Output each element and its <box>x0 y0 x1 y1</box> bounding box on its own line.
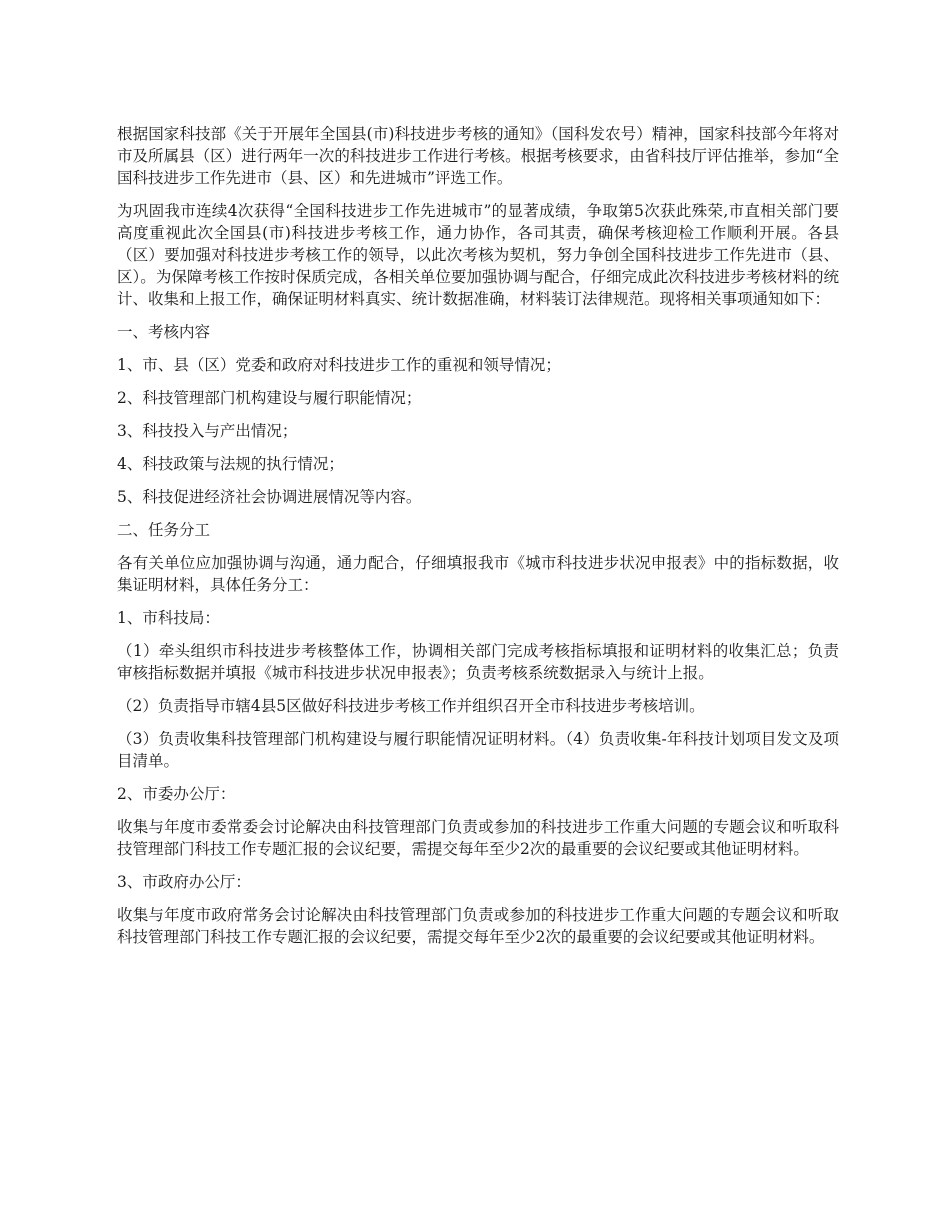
subheading-municipal-government-office: 3、市政府办公厅： <box>117 873 251 891</box>
paragraph-purpose: 为巩固我市连续4次获得“全国科技进步工作先进城市”的显著成绩，争取第5次获此殊荣,市直相关部门要高度重视此次全国县(市)科技进步考核工作，通力协作，各司其责，确保考核迎检工作顺利开展。各县（区）要加强对科技进步考核工作的领导，以此次考核为契机，努力争创全国科技进步工作先进市（县、区）。为保障考核工作按时保质完成，各相关单位要加强协调与配合，仔细完成此次科技进步考核材料的统计、收集和上报工作，确保证明材料真实、统计数据准确，材料装订法律规范。现将相关事项通知如下： <box>117 202 839 308</box>
section-heading-task-division: 二、任务分工 <box>117 521 211 539</box>
list-item-5: 5、科技促进经济社会协调进展情况等内容。 <box>117 488 422 506</box>
section-heading-assessment-content: 一、考核内容 <box>117 323 211 341</box>
task-item-3-4: （3）负责收集科技管理部门机构建设与履行职能情况证明材料。（4）负责收集-年科技计划项目发文及项目清单。 <box>117 730 839 770</box>
list-item-3: 3、科技投入与产出情况； <box>117 422 298 440</box>
subheading-municipal-party-office: 2、市委办公厅： <box>117 785 236 803</box>
task-item-1: （1）牵头组织市科技进步考核整体工作，协调相关部门完成考核指标填报和证明材料的收集汇总；负责审核指标数据并填报《城市科技进步状况申报表》；负责考核系统数据录入与统计上报。 <box>117 642 839 682</box>
paragraph-party-office-task: 收集与年度市委常委会讨论解决由科技管理部门负责或参加的科技进步工作重大问题的专题会议和听取科技管理部门科技工作专题汇报的会议纪要，需提交每年至少2次的最重要的会议纪要或其他证明材料。 <box>117 818 839 858</box>
document-body <box>117 123 839 948</box>
paragraph-intro: 根据国家科技部《关于开展年全国县(市)科技进步考核的通知》（国科发农号）精神，国家科技部今年将对市及所属县（区）进行两年一次的科技进步工作进行考核。根据考核要求，由省科技厅评估推举，参加“全国科技进步工作先进市（县、区）和先进城市”评选工作。 <box>117 125 839 187</box>
list-item-2: 2、科技管理部门机构建设与履行职能情况； <box>117 389 422 407</box>
task-item-2: （2）负责指导市辖4县5区做好科技进步考核工作并组织召开全市科技进步考核培训。 <box>117 697 705 715</box>
list-item-1: 1、市、县（区）党委和政府对科技进步工作的重视和领导情况； <box>117 356 561 374</box>
paragraph-government-office-task: 收集与年度市政府常务会讨论解决由科技管理部门负责或参加的科技进步工作重大问题的专题会议和听取科技管理部门科技工作专题汇报的会议纪要，需提交每年至少2次的最重要的会议纪要或其他证明材料。 <box>117 906 839 946</box>
paragraph-task-intro: 各有关单位应加强协调与沟通，通力配合，仔细填报我市《城市科技进步状况申报表》中的指标数据，收集证明材料，具体任务分工： <box>117 554 839 594</box>
subheading-city-science-bureau: 1、市科技局： <box>117 609 220 627</box>
list-item-4: 4、科技政策与法规的执行情况； <box>117 455 344 473</box>
